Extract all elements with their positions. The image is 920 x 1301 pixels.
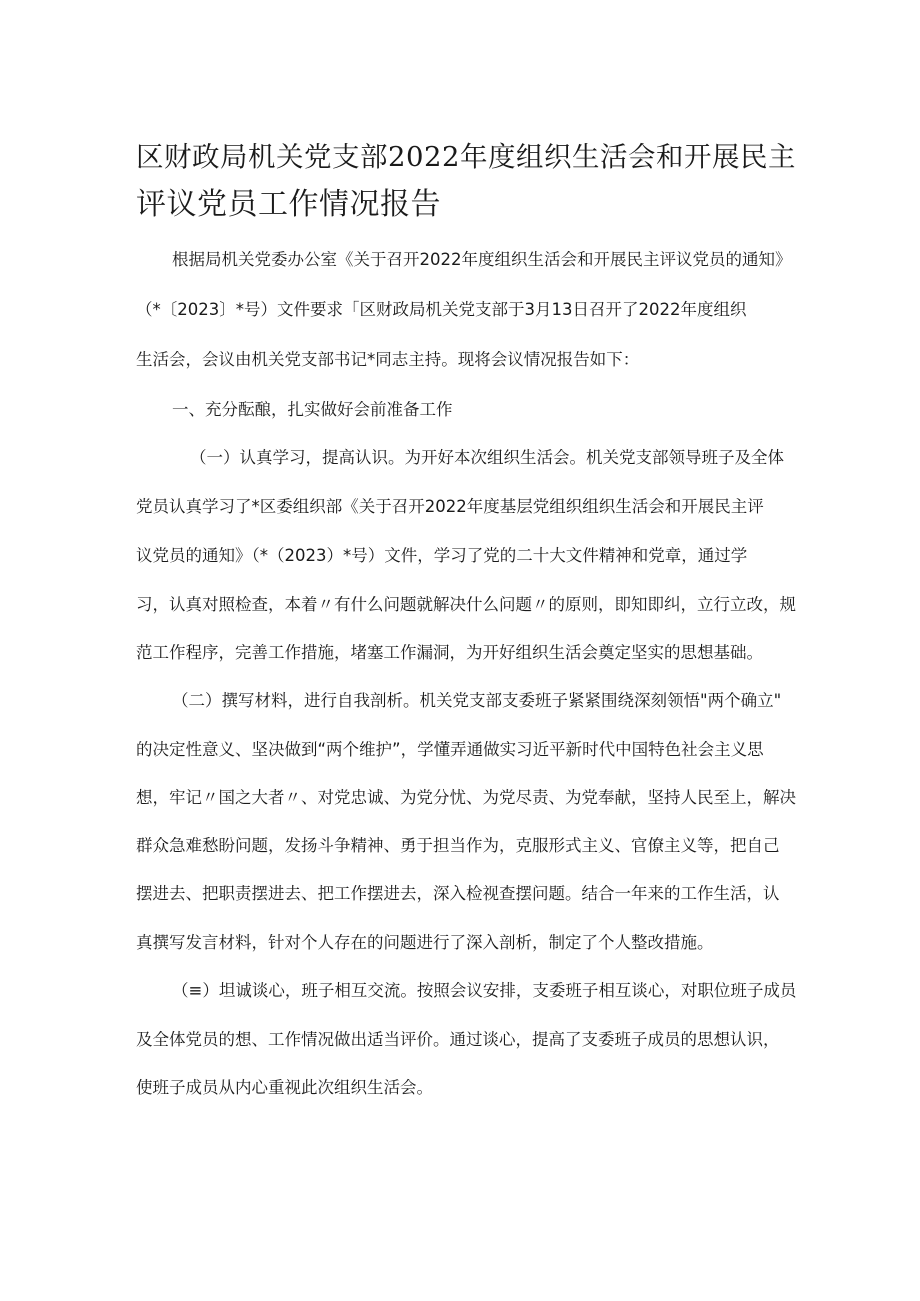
paragraph-intro-line: 根据局机关党委办公室《关于召开2022年度组织生活会和开展民主评议党员的通知》 xyxy=(172,250,792,269)
paragraph-heart-talk-line: 及全体党员的想、工作情况做出适当评价。通过谈心，提高了支委班子成员的思想认识， xyxy=(136,1030,780,1049)
paragraph-intro-line: （*〔2023〕*号）文件要求「区财政局机关党支部于3月13日召开了2022年度组织 xyxy=(136,300,747,319)
paragraph-materials-line: 群众急难愁盼问题，发扬斗争精神、勇于担当作为，克服形式主义、官僚主义等，把自己 xyxy=(136,836,780,855)
document-title xyxy=(136,133,806,229)
paragraph-study-line: 议党员的通知》（*（2023）*号）文件，学习了党的二十大文件精神和党章，通过学 xyxy=(136,546,748,565)
paragraph-materials-line: 真撰写发言材料，针对个人存在的问题进行了深入剖析，制定了个人整改措施。 xyxy=(136,933,714,952)
section-heading: 一、充分酝酿，扎实做好会前准备工作 xyxy=(172,400,453,419)
paragraph-materials-line: 想，牢记〃国之大者〃、对党忠诚、为党分忧、为党尽责、为党奉献，坚持人民至上，解决 xyxy=(136,788,796,807)
paragraph-materials-line: 的决定性意义、坚决做到“两个维护”，学懂弄通做实习近平新时代中国特色社会主义思 xyxy=(136,740,764,759)
paragraph-study-line: 范工作程序，完善工作措施，堵塞工作漏洞，为开好组织生活会奠定坚实的思想基础。 xyxy=(136,643,763,662)
title-line: 评议党员工作情况报告 xyxy=(136,187,441,222)
paragraph-intro-line: 生活会，会议由机关党支部书记*同志主持。现将会议情况报告如下： xyxy=(136,350,640,369)
paragraph-materials-line: 摆进去、把职责摆进去、把工作摆进去，深入检视查摆问题。结合一年来的工作生活，认 xyxy=(136,884,780,903)
paragraph-study-line: （一）认真学习，提高认识。为开好本次组织生活会。机关党支部领导班子及全体 xyxy=(190,448,784,467)
paragraph-study-line: 党员认真学习了*区委组织部《关于召开2022年度基层党组织组织生活会和开展民主评 xyxy=(136,497,764,516)
paragraph-materials-line: （二）撰写材料，进行自我剖析。机关党支部支委班子紧紧围绕深刻领悟"两个确立" xyxy=(172,691,782,710)
title-line: 区财政局机关党支部2022年度组织生活会和开展民主 xyxy=(136,141,796,173)
paragraph-heart-talk-line: （≡）坦诚谈心，班子相互交流。按照会议安排，支委班子相互谈心，对职位班子成员 xyxy=(172,981,797,1000)
paragraph-study-line: 习，认真对照检查，本着〃有什么问题就解决什么问题〃的原则，即知即纠，立行立改，规 xyxy=(136,595,796,614)
paragraph-heart-talk-line: 使班子成员从内心重视此次组织生活会。 xyxy=(136,1078,433,1097)
